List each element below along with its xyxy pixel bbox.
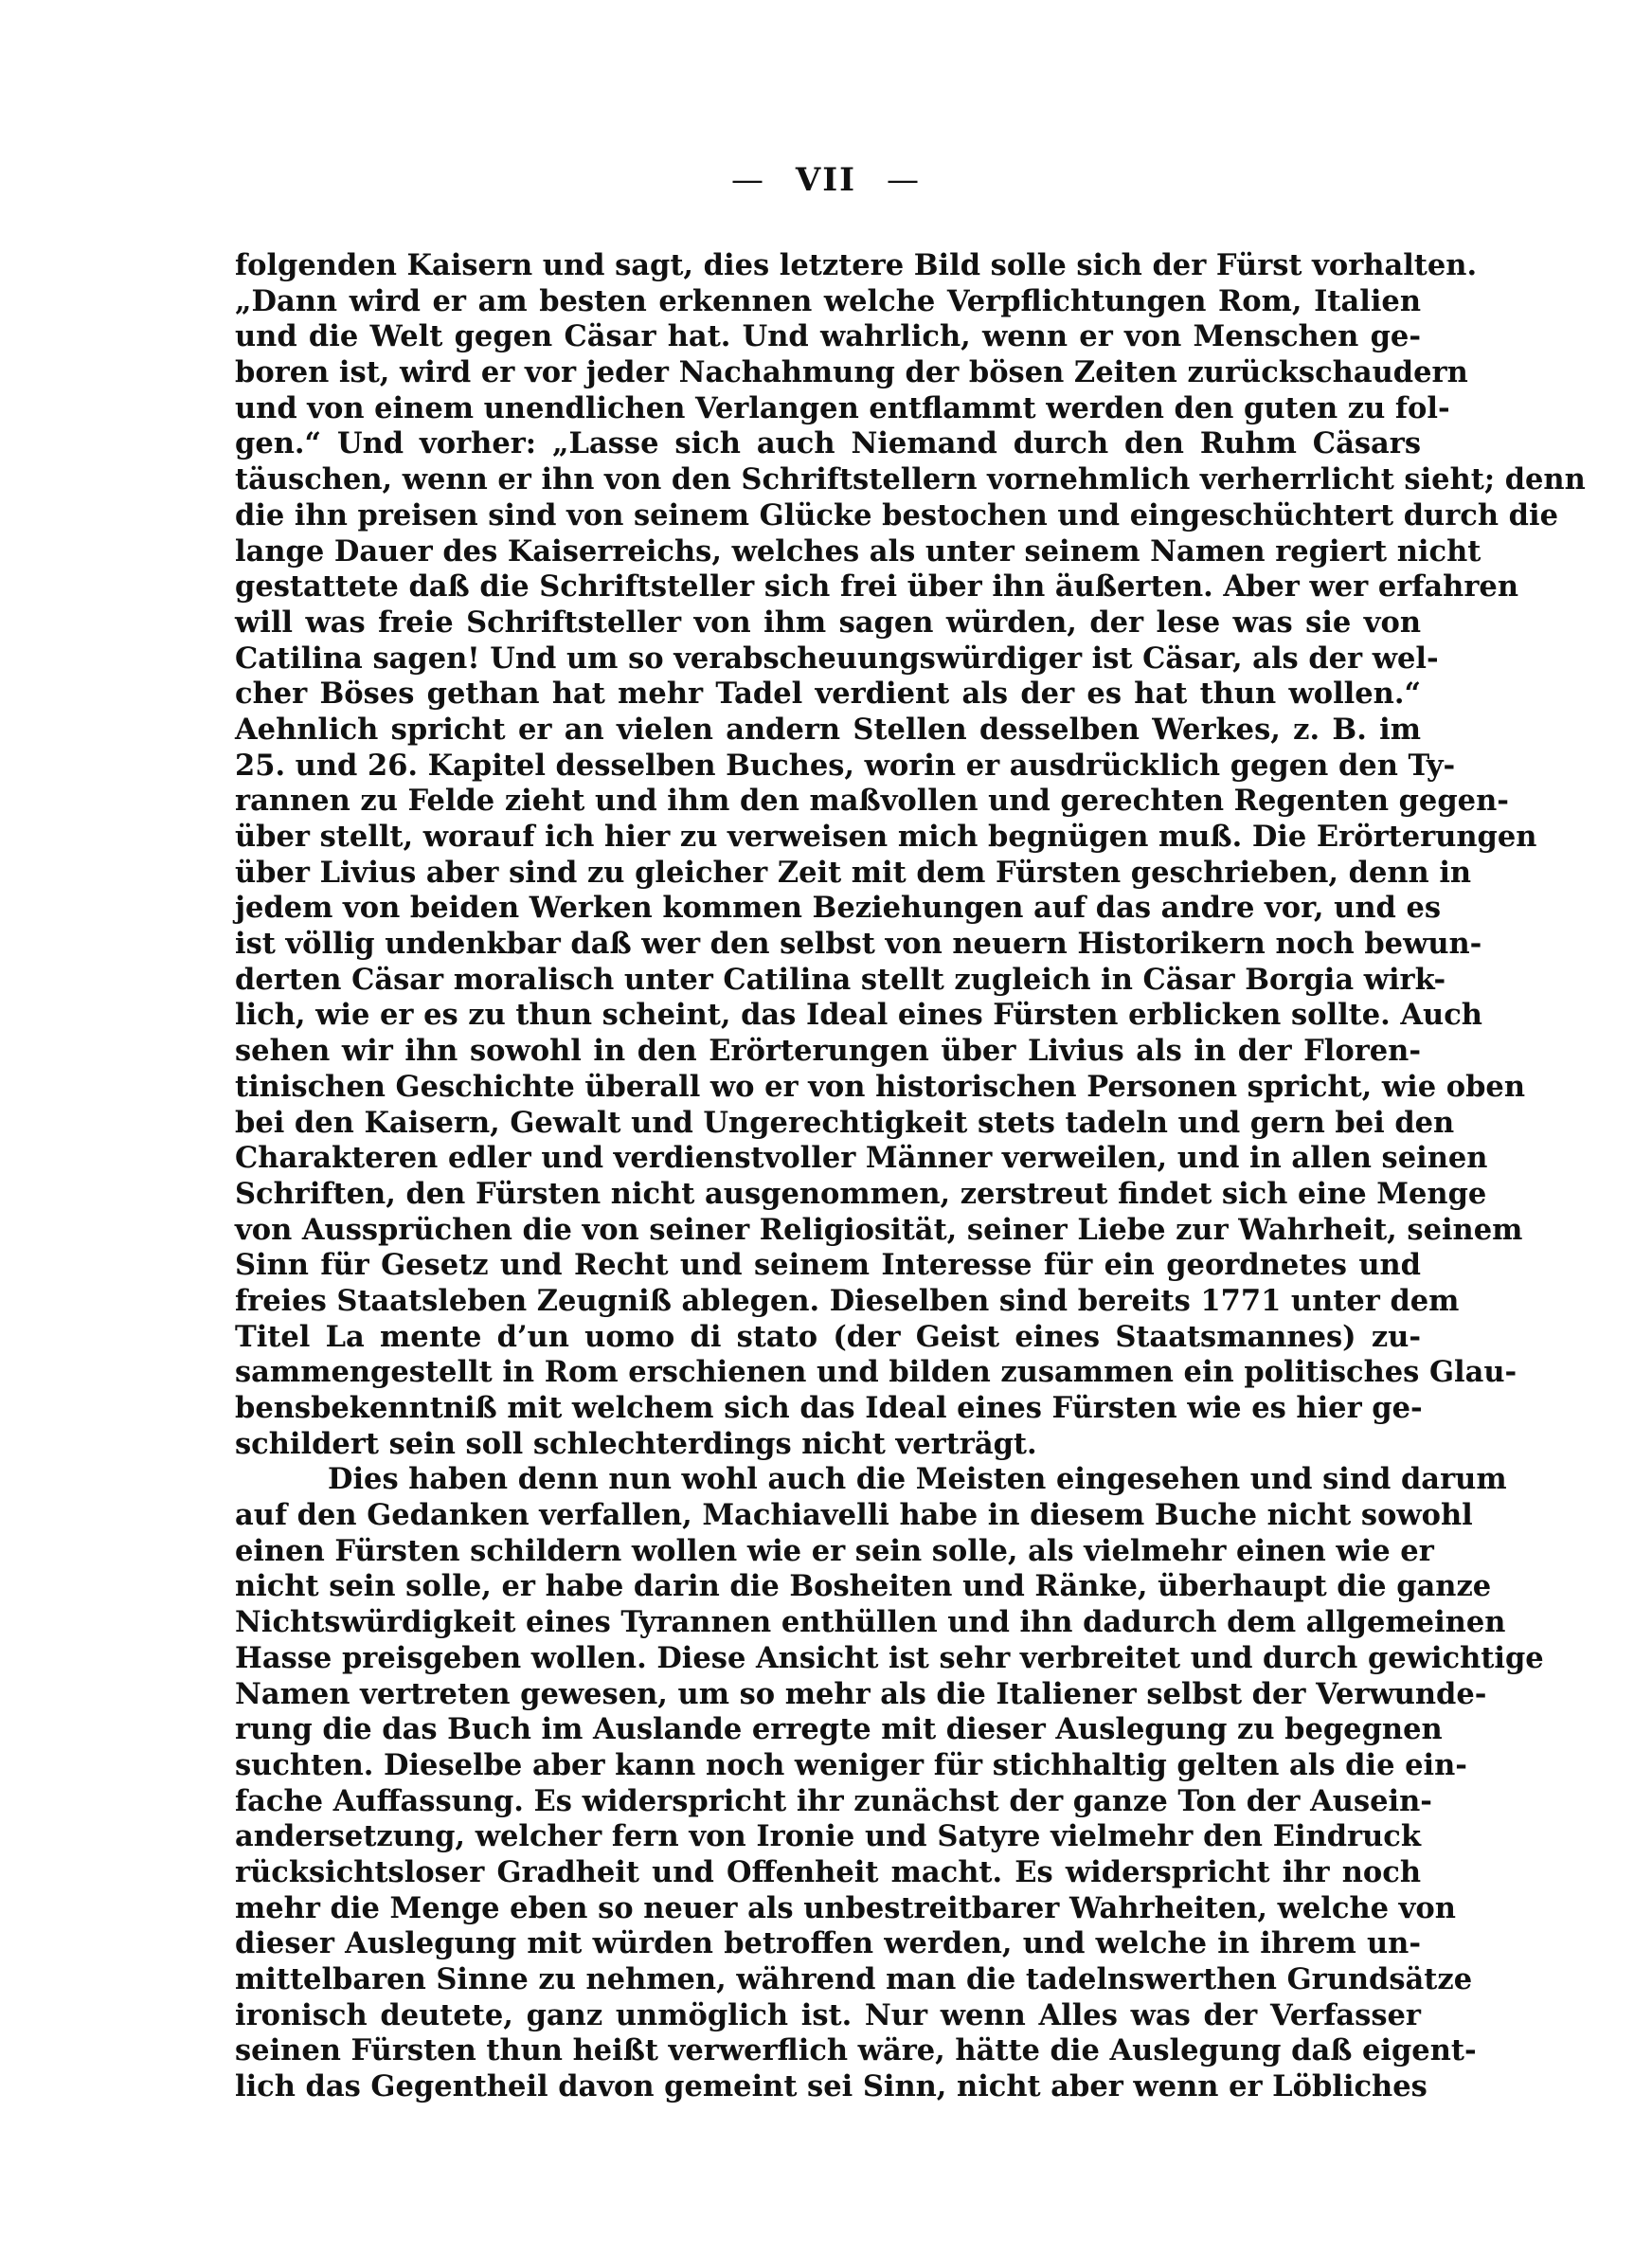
text-line: gestattete daß die Schriftsteller sich frei über ihn äußerten. Aber wer erfahren <box>235 569 1519 605</box>
text-line: Aehnlich spricht er an vielen andern Stellen desselben Werkes, z. B. im <box>235 712 1421 747</box>
text-line: „Dann wird er am besten erkennen welche Verpflichtungen Rom, Italien <box>235 283 1421 318</box>
text-line: Dies haben denn nun wohl auch die Meisten eingesehen und sind darum <box>328 1462 1507 1497</box>
text-line: gen.“ Und vorher: „Lasse sich auch Niemand durch den Ruhm Cäsars <box>235 426 1421 461</box>
text-line: von Aussprüchen die von seiner Religiosität, seiner Liebe zur Wahrheit, seinem <box>235 1212 1523 1247</box>
text-line: lich, wie er es zu thun scheint, das Ideal eines Fürsten erblicken sollte. Auch <box>235 998 1482 1033</box>
body-text <box>235 248 1586 2105</box>
header-dash-right: — <box>886 161 921 199</box>
text-line: Hasse preisgeben wollen. Diese Ansicht ist sehr verbreitet und durch gewichtige <box>235 1640 1544 1675</box>
text-line: einen Fürsten schildern wollen wie er sein solle, als vielmehr einen wie er <box>235 1533 1434 1568</box>
text-line: boren ist, wird er vor jeder Nachahmung der bösen Zeiten zurückschaudern <box>235 355 1468 390</box>
text-line: dieser Auslegung mit würden betroffen werden, und welche in ihrem un- <box>235 1926 1421 1961</box>
text-line: die ihn preisen sind von seinem Glücke bestochen und eingeschüchtert durch die <box>235 497 1558 533</box>
text-line: Charakteren edler und verdienstvoller Männer verweilen, und in allen seinen <box>235 1141 1488 1176</box>
paragraph <box>235 248 1586 1462</box>
text-line: und die Welt gegen Cäsar hat. Und wahrlich, wenn er von Menschen ge- <box>235 319 1421 354</box>
text-line: suchten. Dieselbe aber kann noch weniger für stichhaltig gelten als die ein- <box>235 1747 1467 1782</box>
text-line: über Livius aber sind zu gleicher Zeit mit dem Fürsten geschrieben, denn in <box>235 855 1472 890</box>
text-line: folgenden Kaisern und sagt, dies letztere Bild solle sich der Fürst vorhalten. <box>235 248 1478 282</box>
text-line: mittelbaren Sinne zu nehmen, während man die tadelnswerthen Grundsätze <box>235 1962 1473 1996</box>
text-line: bensbekenntniß mit welchem sich das Ideal eines Fürsten wie es hier ge- <box>235 1391 1423 1425</box>
text-line: täuschen, wenn er ihn von den Schriftstellern vornehmlich verherrlicht sieht; denn <box>235 462 1586 497</box>
text-line: 25. und 26. Kapitel desselben Buches, worin er ausdrücklich gegen den Ty- <box>235 748 1456 783</box>
paragraph <box>235 1462 1544 2104</box>
text-line: rung die das Buch im Auslande erregte mit dieser Auslegung zu begegnen <box>235 1712 1443 1747</box>
text-line: lich das Gegentheil davon gemeint sei Sinn, nicht aber wenn er Löbliches <box>235 2069 1428 2104</box>
text-line: Schriften, den Fürsten nicht ausgenommen, zerstreut findet sich eine Menge <box>235 1176 1487 1211</box>
text-line: Namen vertreten gewesen, um so mehr als die Italiener selbst der Verwunde- <box>235 1676 1487 1711</box>
text-line: will was freie Schriftsteller von ihm sagen würden, der lese was sie von <box>235 605 1421 640</box>
text-line: schildert sein soll schlechterdings nicht verträgt. <box>235 1426 1037 1461</box>
text-line: Catilina sagen! Und um so verabscheuungswürdiger ist Cäsar, als der wel- <box>235 641 1439 676</box>
text-line: Titel La mente d’un uomo di stato (der Geist eines Staatsmannes) zu- <box>235 1319 1421 1354</box>
page-header <box>0 161 1652 199</box>
text-line: und von einem unendlichen Verlangen entflammt werden den guten zu fol- <box>235 390 1450 425</box>
text-line: freies Staatsleben Zeugniß ablegen. Dieselben sind bereits 1771 unter dem <box>235 1283 1460 1318</box>
text-line: jedem von beiden Werken kommen Beziehungen auf das andre vor, und es <box>235 891 1442 926</box>
text-line: derten Cäsar moralisch unter Catilina stellt zugleich in Cäsar Borgia wirk- <box>235 962 1446 997</box>
text-line: cher Böses gethan hat mehr Tadel verdient als der es hat thun wollen.“ <box>235 677 1421 712</box>
text-line: andersetzung, welcher fern von Ironie und Satyre vielmehr den Eindruck <box>235 1819 1421 1854</box>
header-dash-left: — <box>731 161 766 199</box>
text-line: nicht sein solle, er habe darin die Bosheiten und Ränke, überhaupt die ganze <box>235 1569 1492 1604</box>
text-line: rannen zu Felde zieht und ihm den maßvollen und gerechten Regenten gegen- <box>235 784 1509 819</box>
text-line: ist völlig undenkbar daß wer den selbst von neuern Historikern noch bewun- <box>235 927 1482 962</box>
text-line: seinen Fürsten thun heißt verwerflich wäre, hätte die Auslegung daß eigent- <box>235 2033 1477 2068</box>
text-line: bei den Kaisern, Gewalt und Ungerechtigkeit stets tadeln und gern bei den <box>235 1105 1455 1140</box>
text-line: Nichtswürdigkeit eines Tyrannen enthüllen und ihn dadurch dem allgemeinen <box>235 1605 1506 1640</box>
text-line: sehen wir ihn sowohl in den Erörterungen über Livius als in der Floren- <box>235 1034 1421 1069</box>
text-line: über stellt, worauf ich hier zu verweisen mich begnügen muß. Die Erörterungen <box>235 820 1537 854</box>
text-line: auf den Gedanken verfallen, Machiavelli habe in diesem Buche nicht sowohl <box>235 1498 1473 1533</box>
text-line: rücksichtsloser Gradheit und Offenheit macht. Es widerspricht ihr noch <box>235 1854 1421 1889</box>
text-line: Sinn für Gesetz und Recht und seinem Interesse für ein geordnetes und <box>235 1248 1421 1283</box>
text-line: mehr die Menge eben so neuer als unbestreitbarer Wahrheiten, welche von <box>235 1890 1456 1925</box>
text-line: tinischen Geschichte überall wo er von historischen Personen spricht, wie oben <box>235 1069 1526 1104</box>
text-line: sammengestellt in Rom erschienen und bilden zusammen ein politisches Glau- <box>235 1355 1517 1390</box>
text-line: lange Dauer des Kaiserreichs, welches als unter seinem Namen regiert nicht <box>235 533 1481 569</box>
text-line: fache Auffassung. Es widerspricht ihr zunächst der ganze Ton der Ausein- <box>235 1783 1432 1818</box>
page-number: VII <box>795 161 857 199</box>
text-line: ironisch deutete, ganz unmöglich ist. Nur wenn Alles was der Verfasser <box>235 1997 1421 2032</box>
